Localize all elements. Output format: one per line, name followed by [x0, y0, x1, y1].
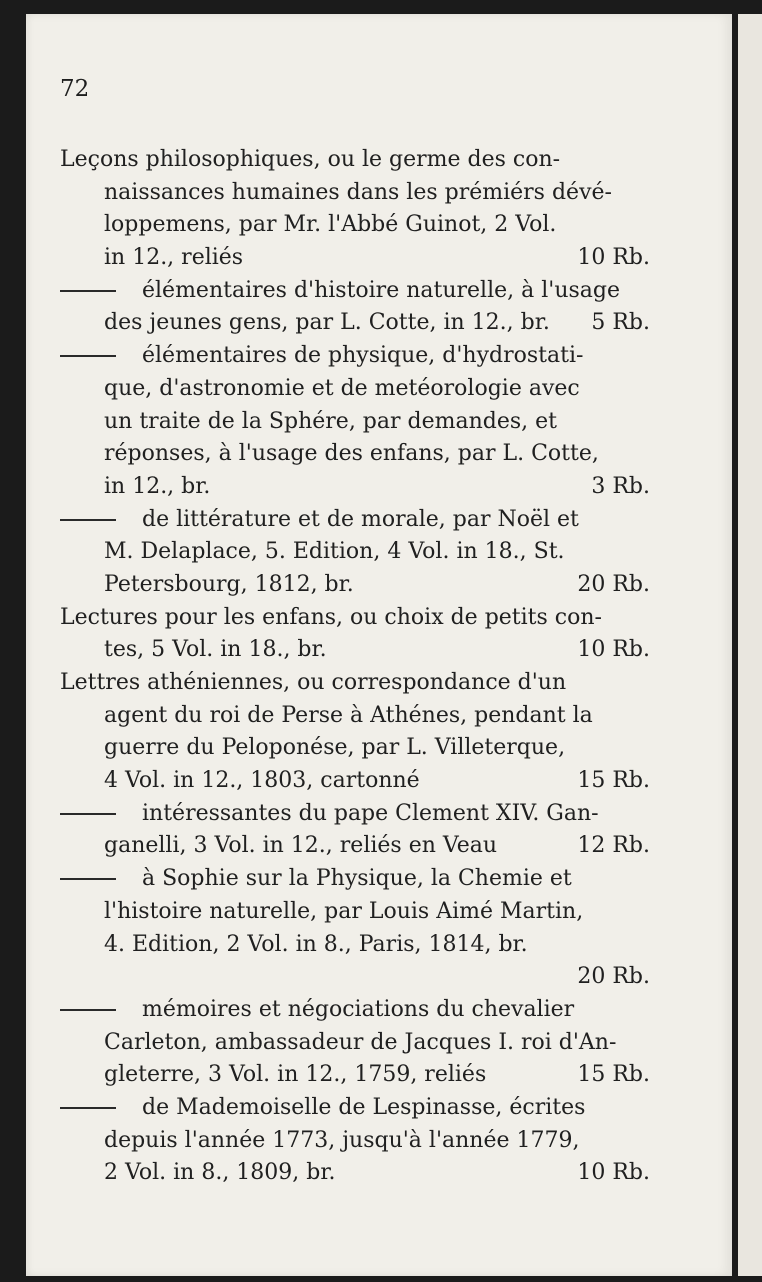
entry-line	[26, 765, 732, 798]
entry-line	[26, 406, 732, 439]
entry-line	[26, 1027, 732, 1060]
entry-text: des jeunes gens, par L. Cotte, in 12., br.	[104, 310, 550, 336]
entry-text: Leçons philosophiques, ou le germe des con-	[60, 147, 561, 172]
catalog-entry	[26, 275, 732, 340]
ditto-dash	[60, 878, 116, 880]
entry-text: 2 Vol. in 8., 1809, br.	[104, 1160, 336, 1186]
entry-text: guerre du Peloponése, par L. Villeterque,	[104, 735, 566, 761]
entry-text: mémoires et négociations du chevalier	[142, 996, 575, 1022]
entry-line	[26, 1125, 732, 1158]
entry-price: 20 Rb.	[577, 571, 650, 597]
entry-text: 4 Vol. in 12., 1803, cartonné	[104, 768, 420, 794]
ditto-dash	[60, 355, 116, 357]
entry-line	[26, 504, 732, 537]
entry-text: 4. Edition, 2 Vol. in 8., Paris, 1814, br.	[104, 931, 528, 957]
entry-text: gleterre, 3 Vol. in 12., 1759, reliés	[104, 1062, 487, 1088]
entry-text: in 12., br.	[104, 473, 211, 499]
entry-price: 10 Rb.	[577, 637, 650, 663]
entry-line	[26, 177, 732, 210]
entry-line	[26, 830, 732, 863]
entry-line	[26, 732, 732, 765]
entry-price: 10 Rb.	[577, 1160, 650, 1186]
entry-line	[26, 275, 732, 308]
catalog-entry	[26, 994, 732, 1092]
entry-text: de littérature et de morale, par Noël et	[142, 506, 579, 532]
catalog-entry	[26, 1092, 732, 1190]
catalog-entry	[26, 504, 732, 602]
entry-price: 15 Rb.	[577, 1062, 650, 1088]
catalog-entry	[26, 602, 732, 667]
adjacent-page-edge	[738, 14, 762, 1276]
entry-line	[26, 700, 732, 733]
ditto-dash	[60, 290, 116, 292]
entry-text: que, d'astronomie et de metéorologie avec	[104, 375, 580, 401]
entry-text: un traite de la Sphére, par demandes, et	[104, 408, 557, 434]
page-number: 72	[60, 76, 90, 102]
entry-line	[26, 144, 732, 177]
catalog-entry	[26, 340, 732, 503]
entry-line	[26, 961, 732, 994]
entry-line	[26, 896, 732, 929]
entry-line	[26, 798, 732, 831]
entry-text: à Sophie sur la Physique, la Chemie et	[142, 866, 572, 892]
entry-price: 10 Rb.	[577, 245, 650, 271]
catalog-entries	[26, 144, 732, 1190]
entry-price: 15 Rb.	[577, 768, 650, 794]
entry-text: Carleton, ambassadeur de Jacques I. roi d'An-	[104, 1029, 617, 1055]
entry-line	[26, 929, 732, 962]
entry-text: de Mademoiselle de Lespinasse, écrites	[142, 1094, 586, 1120]
ditto-dash	[60, 813, 116, 815]
entry-text: ganelli, 3 Vol. in 12., reliés en Veau	[104, 833, 498, 859]
entry-line	[26, 1157, 732, 1190]
entry-text: M. Delaplace, 5. Edition, 4 Vol. in 18., St.	[104, 539, 565, 565]
entry-text: loppemens, par Mr. l'Abbé Guinot, 2 Vol.	[104, 212, 557, 238]
entry-line	[26, 438, 732, 471]
catalog-entry	[26, 144, 732, 275]
entry-line	[26, 602, 732, 635]
entry-text: naissances humaines dans les prémiérs dévé-	[104, 179, 612, 205]
entry-line	[26, 994, 732, 1027]
entry-line	[26, 242, 732, 275]
entry-text: Petersbourg, 1812, br.	[104, 571, 354, 597]
entry-text: depuis l'année 1773, jusqu'à l'année 1779,	[104, 1127, 580, 1153]
entry-line	[26, 536, 732, 569]
entry-price: 3 Rb.	[591, 473, 650, 499]
entry-line	[26, 307, 732, 340]
ditto-dash	[60, 1009, 116, 1011]
entry-line	[26, 863, 732, 896]
entry-text: élémentaires de physique, d'hydrostati-	[142, 343, 584, 369]
entry-text: agent du roi de Perse à Athénes, pendant la	[104, 702, 593, 728]
entry-line	[26, 1092, 732, 1125]
entry-text: intéressantes du pape Clement XIV. Gan-	[142, 800, 599, 826]
entry-line	[26, 634, 732, 667]
entry-text: Lectures pour les enfans, ou choix de petits con-	[60, 604, 602, 630]
entry-line	[26, 471, 732, 504]
entry-line	[26, 1059, 732, 1092]
entry-line	[26, 209, 732, 242]
entry-text: tes, 5 Vol. in 18., br.	[104, 637, 327, 663]
entry-text: in 12., reliés	[104, 245, 244, 271]
ditto-dash	[60, 1107, 116, 1109]
entry-price: 12 Rb.	[577, 833, 650, 859]
catalog-entry	[26, 798, 732, 863]
entry-line	[26, 667, 732, 700]
entry-text: Lettres athéniennes, ou correspondance d'un	[60, 670, 567, 695]
entry-price: 5 Rb.	[591, 310, 650, 336]
entry-line	[26, 569, 732, 602]
catalog-entry	[26, 863, 732, 994]
catalog-entry	[26, 667, 732, 798]
entry-line	[26, 340, 732, 373]
entry-text: l'histoire naturelle, par Louis Aimé Martin,	[104, 898, 584, 924]
book-page	[26, 14, 732, 1276]
entry-text: réponses, à l'usage des enfans, par L. Cotte,	[104, 441, 599, 467]
entry-text: élémentaires d'histoire naturelle, à l'usage	[142, 277, 620, 303]
entry-line	[26, 373, 732, 406]
ditto-dash	[60, 519, 116, 521]
entry-price: 20 Rb.	[577, 964, 650, 990]
